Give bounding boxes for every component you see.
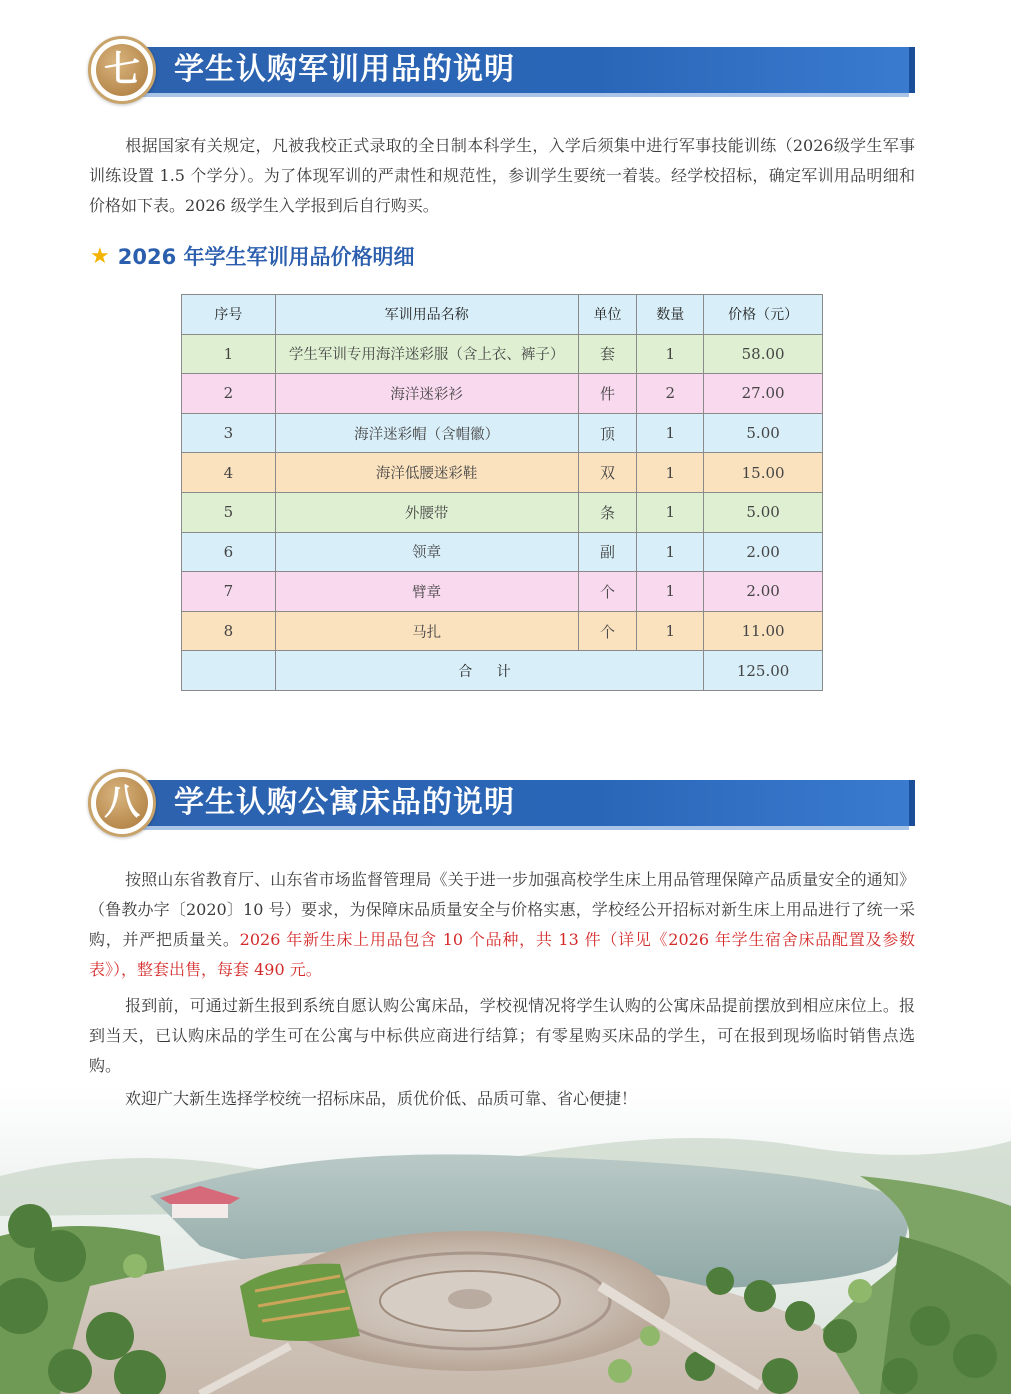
col-header-unit: 单位 (578, 295, 637, 335)
table-header-row (182, 295, 823, 335)
cell-name: 臂章 (275, 572, 578, 612)
section-8-paragraph-1-text: 按照山东省教育厅、山东省市场监督管理局《关于进一步加强高校学生床上用品管理保障产品质量安全的通知》（鲁教办字〔2020〕10 号）要求，为保障床品质量安全与价格实惠，学校经公开招标对新生床上用品进行了统一采购，并严把质量关。 (89, 870, 915, 949)
cell-no: 3 (182, 413, 276, 453)
cell-no: 2 (182, 374, 276, 414)
table-row (182, 611, 823, 651)
cell-unit: 副 (578, 532, 637, 572)
cell-name: 马扎 (275, 611, 578, 651)
cell-name: 外腰带 (275, 492, 578, 532)
table-row (182, 532, 823, 572)
section-7-paragraph (89, 131, 915, 221)
col-header-qty: 数量 (637, 295, 704, 335)
section-8-paragraph-2-text: 报到前，可通过新生报到系统自愿认购公寓床品，学校视情况将学生认购的公寓床品提前摆放到相应床位上。报到当天，已认购床品的学生可在公寓与中标供应商进行结算；有零星购买床品的学生，可在报到现场临时销售点选购。 (89, 996, 915, 1075)
star-icon: ★ (90, 243, 110, 269)
cell-price: 27.00 (704, 374, 823, 414)
section-8-title: 学生认购公寓床品的说明 (174, 785, 515, 820)
cell-qty: 2 (637, 374, 704, 414)
cell-no: 4 (182, 453, 276, 493)
section-8-highlight-text: 2026 年新生床上用品包含 10 个品种，共 13 件（详见《2026 年学生宿舍床品配置及参数表》），整套出售，每套 490 元。 (89, 930, 915, 979)
campus-aerial-photo (0, 1086, 1011, 1394)
cell-price: 5.00 (704, 492, 823, 532)
cell-qty: 1 (637, 453, 704, 493)
table-row (182, 374, 823, 414)
cell-price: 15.00 (704, 453, 823, 493)
cell-unit: 双 (578, 453, 637, 493)
total-label: 合 计 (275, 651, 704, 691)
section-8-number-badge (88, 769, 156, 837)
section-8-paragraph-3-text: 欢迎广大新生选择学校统一招标床品，质优价低、品质可靠、省心便捷！ (125, 1089, 638, 1108)
cell-no: 8 (182, 611, 276, 651)
cell-qty: 1 (637, 492, 704, 532)
cell-name: 海洋低腰迷彩鞋 (275, 453, 578, 493)
price-table (181, 294, 823, 691)
section-7-header (88, 36, 915, 108)
cell-unit: 件 (578, 374, 637, 414)
section-8-paragraph-1 (89, 865, 915, 985)
section-8-paragraph-2 (89, 991, 915, 1081)
cell-no: 1 (182, 334, 276, 374)
cell-unit: 套 (578, 334, 637, 374)
cell-price: 11.00 (704, 611, 823, 651)
cell-unit: 顶 (578, 413, 637, 453)
section-7-title: 学生认购军训用品的说明 (174, 52, 515, 87)
table-row (182, 413, 823, 453)
cell-qty: 1 (637, 572, 704, 612)
cell-qty: 1 (637, 611, 704, 651)
cell-price: 2.00 (704, 532, 823, 572)
section-8-paragraph-3 (89, 1084, 915, 1114)
section-8-header (88, 769, 915, 841)
cell-price: 5.00 (704, 413, 823, 453)
col-header-price: 价格（元） (704, 295, 823, 335)
cell-no: 7 (182, 572, 276, 612)
cell-no: 6 (182, 532, 276, 572)
cell-price: 58.00 (704, 334, 823, 374)
col-header-name: 军训用品名称 (275, 295, 578, 335)
cell-unit: 个 (578, 611, 637, 651)
table-row (182, 334, 823, 374)
cell-qty: 1 (637, 413, 704, 453)
price-table-subheading (90, 241, 415, 271)
section-8-number: 八 (96, 777, 148, 829)
price-table-subheading-text: 2026 年学生军训用品价格明细 (117, 245, 415, 269)
table-row (182, 492, 823, 532)
campus-photo-illustration (0, 1086, 1011, 1394)
total-empty-cell (182, 651, 276, 691)
cell-unit: 个 (578, 572, 637, 612)
cell-name: 领章 (275, 532, 578, 572)
table-row (182, 453, 823, 493)
total-value: 125.00 (704, 651, 823, 691)
table-total-row (182, 651, 823, 691)
cell-name: 海洋迷彩衫 (275, 374, 578, 414)
cell-no: 5 (182, 492, 276, 532)
cell-name: 海洋迷彩帽（含帽徽） (275, 413, 578, 453)
cell-price: 2.00 (704, 572, 823, 612)
cell-qty: 1 (637, 334, 704, 374)
section-7-paragraph-text: 根据国家有关规定，凡被我校正式录取的全日制本科学生，入学后须集中进行军事技能训练（2026级学生军事训练设置 1.5 个学分）。为了体现军训的严肃性和规范性，参训学生要统一着装。经学校招标，确定军训用品明细和价格如下表。2026 级学生入学报到后自行购买。 (89, 136, 915, 215)
col-header-no: 序号 (182, 295, 276, 335)
cell-name: 学生军训专用海洋迷彩服（含上衣、裤子） (275, 334, 578, 374)
section-7-number: 七 (96, 44, 148, 96)
table-row (182, 572, 823, 612)
cell-qty: 1 (637, 532, 704, 572)
cell-unit: 条 (578, 492, 637, 532)
section-7-number-badge (88, 36, 156, 104)
